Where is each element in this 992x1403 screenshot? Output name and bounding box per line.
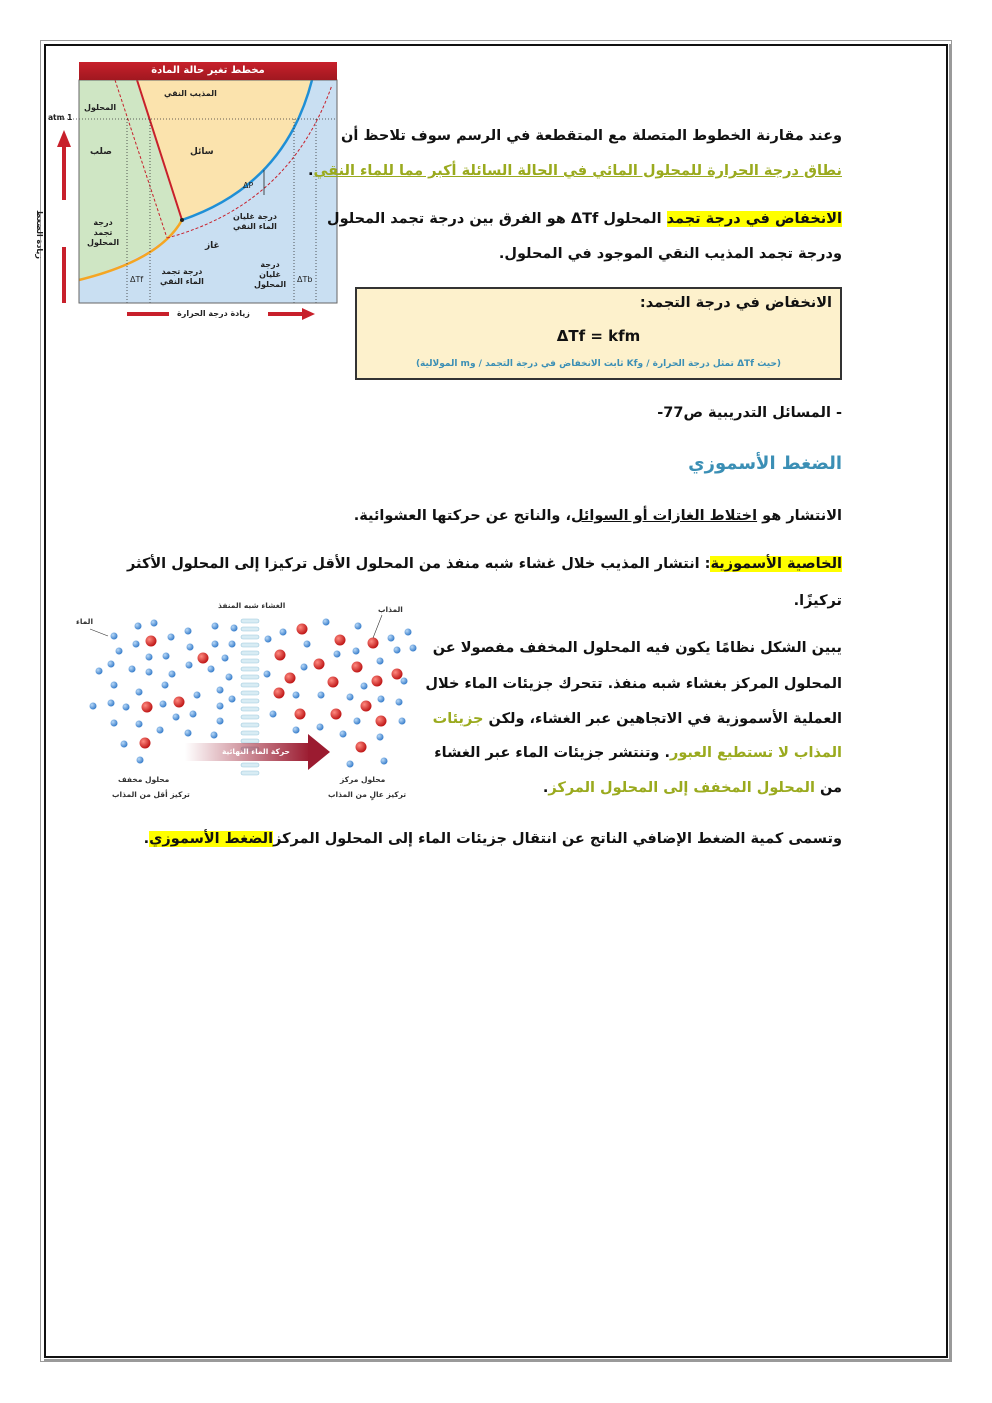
- concentrated-concentration-label: تركيز عالٍ من المذاب: [328, 790, 407, 799]
- dilute-concentration-label: تركيز أقل من المذاب: [112, 790, 190, 799]
- concentrated-solution-label: محلول مركز: [340, 775, 386, 784]
- explanation-line-1: يبين الشكل نظامًا يكون فيه المحلول المخفف مفصولا عن: [432, 640, 842, 656]
- page-shadow-right: [949, 44, 951, 1360]
- explanation-line-2: المحلول المركز بغشاء شبه منفذ. تتحرك جزيئات الماء خلال: [425, 676, 842, 692]
- pure-solvent-label: المذيب النقي: [164, 89, 217, 98]
- freezing-depression-term: الانخفاض في درجة تجمد: [666, 211, 842, 227]
- osmosis-figure: [70, 597, 430, 807]
- pure-water-boiling-label: درجة غليان الماء النقي: [233, 212, 277, 231]
- solution-boiling-label: درجة غليان المحلول: [254, 260, 287, 289]
- water-label: الماء: [76, 617, 94, 626]
- phase-diagram-title: مخطط تغير حالة المادة: [79, 62, 337, 80]
- phase-diagram: [35, 50, 350, 330]
- formula-title: الانخفاض في درجة التجمد:: [639, 295, 832, 311]
- exercises-reference: - المسائل التدريبية ص77-: [657, 405, 842, 421]
- x-axis-label: زيادة درجة الحرارة: [177, 309, 250, 318]
- osmotic-pressure-sentence: وتسمى كمية الضغط الإضافي الناتج عن انتقال جزيئات الماء إلى المحلول المركزالضغط الأسموزي.: [143, 831, 842, 847]
- one-atm-label: 1 atm: [48, 113, 73, 122]
- solution-freezing-label: درجة تجمد المحلول: [87, 218, 120, 247]
- osmosis-term: الخاصية الأسموزية: [710, 556, 842, 572]
- formula-box: [355, 287, 842, 380]
- liquid-label: سائل: [190, 147, 214, 157]
- delta-tf-label: ΔTf: [130, 275, 144, 284]
- intro-highlight-text: نطاق درجة الحرارة للمحلول المائي في الحالة السائلة أكبر مما للماء النقي: [313, 163, 842, 179]
- diffusion-definition: الانتشار هو اختلاط الغازات أو السوائل، والناتج عن حركتها العشوائية.: [353, 508, 842, 524]
- delta-p-label: ΔP: [243, 181, 254, 190]
- delta-tb-label: ΔTb: [297, 275, 313, 284]
- definition-line-2: ودرجة تجمد المذيب النقي الموجود في المحلول.: [498, 246, 842, 262]
- definition-line-1: الانخفاض في درجة تجمد المحلول ΔTf هو الفرق بين درجة تجمد المحلول: [327, 211, 842, 227]
- dilute-solution-label: محلول مخفف: [118, 775, 170, 784]
- y-axis-label: زيادة الضغط: [35, 210, 44, 259]
- section-heading: الضغط الأسموزي: [688, 453, 842, 474]
- solution-label: المحلول: [84, 103, 117, 112]
- net-water-movement-label: حركة الماء النهائية: [222, 747, 290, 756]
- osmosis-definition-line-1: الخاصية الأسموزية: انتشار المذيب خلال غشاء شبه منفذ من المحلول الأقل تركيزا إلى المحلول الأكثر: [127, 556, 842, 572]
- explanation-line-4: المذاب لا تستطيع العبور. وتنتشر جزيئات الماء عبر الغشاء: [434, 745, 842, 761]
- solid-label: صلب: [90, 147, 112, 157]
- membrane-label: الغشاء شبه المنفذ: [218, 601, 286, 610]
- formula-note: (حيث ΔTf تمثل درجة الحرارة / وKf ثابت الانخفاض في درجة التجمد / وm المولالية): [415, 359, 782, 369]
- solute-label: المذاب: [378, 605, 403, 614]
- page-shadow-bottom: [44, 1359, 951, 1361]
- pure-water-freezing-label: درجة تجمد الماء النقي: [160, 267, 204, 286]
- gas-label: غاز: [205, 241, 220, 251]
- intro-line-2: نطاق درجة الحرارة للمحلول المائي في الحالة السائلة أكبر مما للماء النقي.: [308, 163, 842, 179]
- explanation-line-3: العملية الأسموزية في الاتجاهين عبر الغشاء، ولكن جزيئات: [432, 711, 842, 727]
- explanation-line-5: من المحلول المخفف إلى المحلول المركز.: [542, 780, 842, 796]
- formula: ΔTf = kfm: [556, 327, 641, 345]
- intro-line-1: وعند مقارنة الخطوط المتصلة مع المتقطعة في الرسم سوف تلاحظ أن: [340, 128, 842, 144]
- osmosis-definition-line-2: تركيزًا.: [793, 593, 842, 609]
- osmotic-pressure-term: الضغط الأسموزي: [149, 831, 274, 847]
